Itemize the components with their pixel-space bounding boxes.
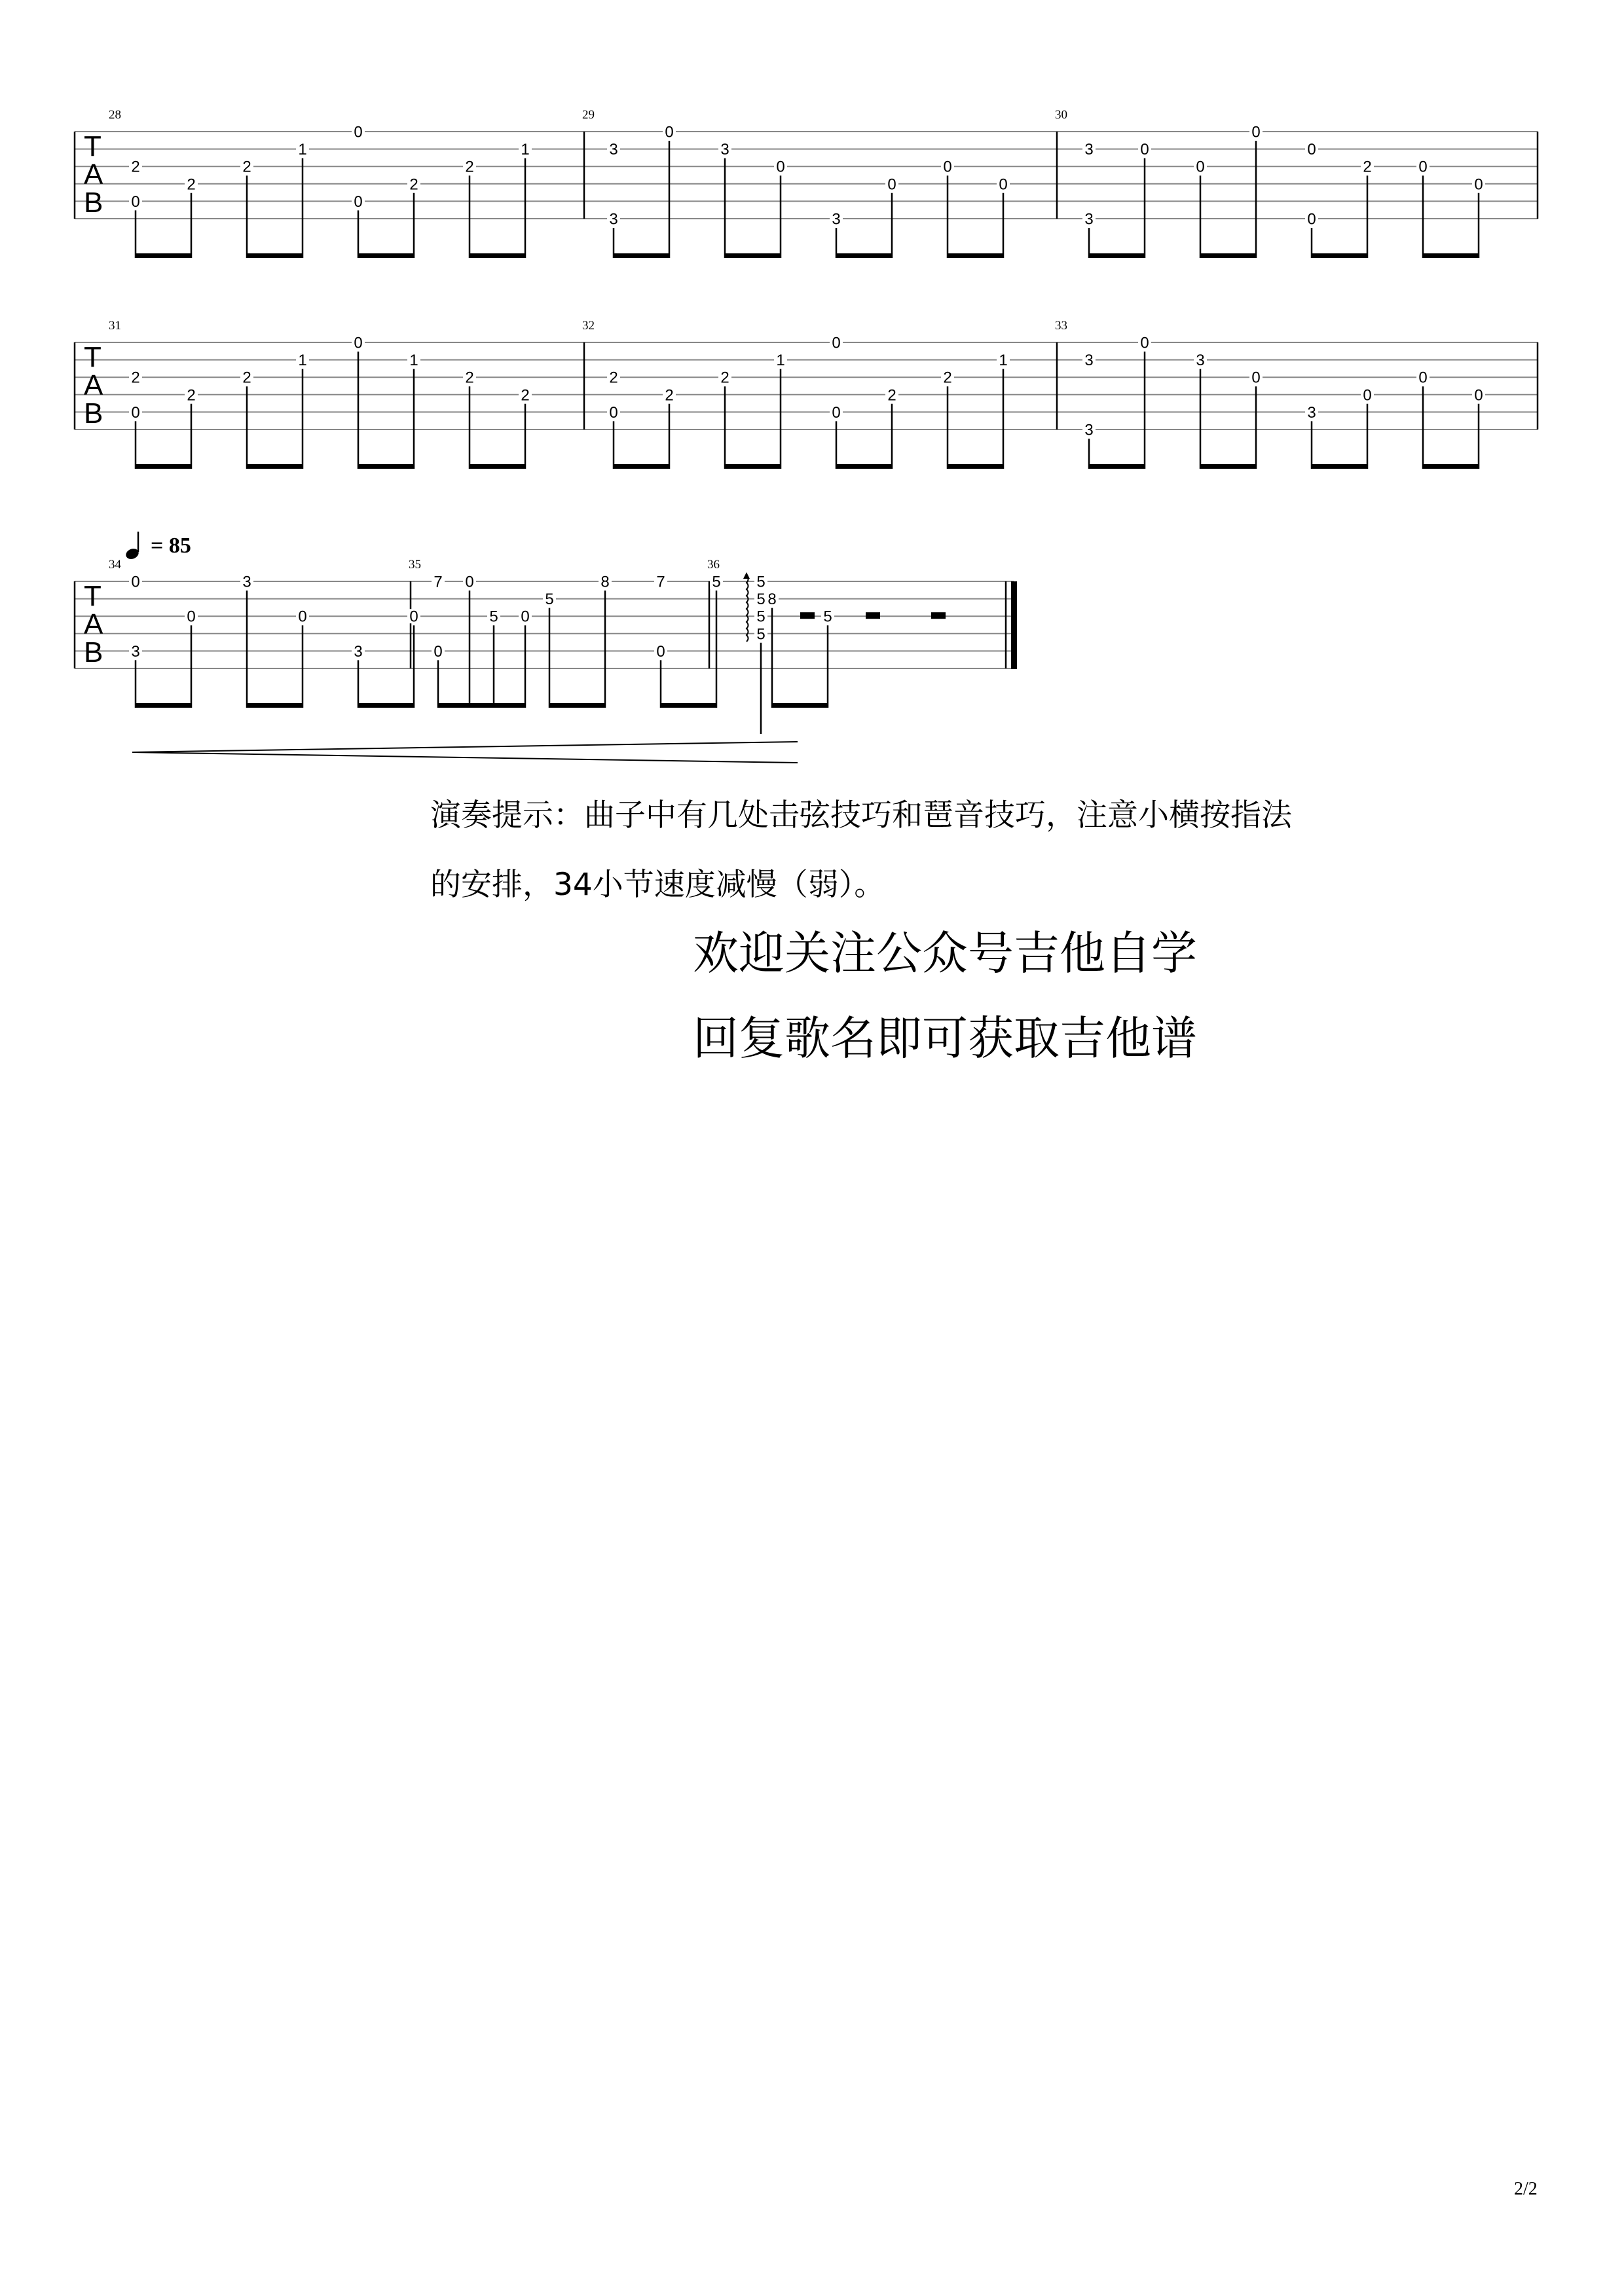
- fret-number: 0: [1196, 158, 1205, 176]
- promo-line-2: 回复歌名即可获取吉他谱: [693, 1011, 1197, 1065]
- fret-number: 2: [242, 369, 251, 387]
- fret-number: 2: [521, 386, 530, 405]
- fret-number: 0: [409, 608, 418, 626]
- beam: [135, 253, 192, 258]
- fret-number: 0: [832, 403, 841, 422]
- fret-number: 8: [767, 591, 777, 609]
- fret-number: 0: [434, 642, 443, 661]
- fret-number: 2: [187, 386, 196, 405]
- measure-number: 30: [1055, 108, 1067, 122]
- score-decorations: [124, 532, 798, 763]
- promo-line-1: 欢迎关注公众号吉他自学: [693, 926, 1197, 980]
- beam: [1311, 253, 1368, 258]
- measure-number: 34: [109, 558, 121, 572]
- fret-number: 0: [1307, 141, 1316, 159]
- tab-clef-letter: A: [84, 158, 103, 191]
- tab-clef-letter: T: [84, 580, 101, 612]
- measure-number: 28: [109, 108, 121, 122]
- fret-number: 3: [1307, 403, 1316, 422]
- measure-number: 36: [707, 558, 720, 572]
- tab-clef-letter: B: [84, 636, 103, 668]
- beam: [358, 253, 415, 258]
- tab-clef-letter: T: [84, 130, 101, 162]
- fret-number: 0: [943, 158, 952, 176]
- page-number: 2/2: [1514, 2179, 1538, 2199]
- rest-icon: [866, 612, 880, 619]
- rest-icon: [931, 612, 946, 619]
- tab-system-1: [75, 108, 1538, 258]
- fret-number: 0: [1474, 175, 1483, 194]
- measure-number: 31: [109, 319, 121, 333]
- fret-number: 3: [832, 210, 841, 228]
- arpeggio-arrow-icon: [743, 572, 750, 579]
- beam: [358, 703, 415, 708]
- fret-number: 0: [665, 123, 674, 141]
- fret-number: 5: [756, 608, 766, 626]
- fret-number: 0: [131, 573, 140, 591]
- beam: [836, 464, 893, 469]
- fret-number: 2: [409, 175, 418, 194]
- measure-32: [582, 319, 1010, 469]
- fret-number: 2: [665, 386, 674, 405]
- fret-number: 5: [823, 608, 832, 626]
- fret-number: 0: [999, 175, 1008, 194]
- fret-number: 0: [1474, 386, 1483, 405]
- measure-33: [1055, 319, 1485, 469]
- fret-number: 5: [756, 591, 766, 609]
- fret-number: 0: [521, 608, 530, 626]
- fret-number: 0: [656, 642, 665, 661]
- fret-number: 3: [1084, 421, 1094, 439]
- fret-number: 1: [521, 141, 530, 159]
- performance-tip-line-2: 的安排，34小节速度减慢（弱）。: [430, 867, 885, 903]
- fret-number: 0: [131, 403, 140, 422]
- fret-number: 0: [1418, 369, 1428, 387]
- fret-number: 0: [832, 334, 841, 352]
- beam: [836, 253, 893, 258]
- measure-30: [1055, 108, 1485, 258]
- measure-29: [582, 108, 1010, 258]
- fret-number: 5: [545, 591, 554, 609]
- fret-number: 0: [1307, 210, 1316, 228]
- fret-number: 1: [298, 141, 307, 159]
- beam: [660, 703, 717, 708]
- measure-31: [109, 319, 532, 469]
- decrescendo-hairpin: [132, 742, 798, 763]
- beam: [1200, 464, 1257, 469]
- beam: [469, 464, 526, 469]
- beam: [947, 464, 1004, 469]
- beam: [246, 464, 303, 469]
- fret-number: 0: [609, 403, 618, 422]
- measure-number: 33: [1055, 319, 1067, 333]
- fret-number: 3: [242, 573, 251, 591]
- beam: [1422, 464, 1479, 469]
- fret-number: 0: [1418, 158, 1428, 176]
- measure-34: [109, 558, 532, 708]
- fret-number: 3: [1084, 352, 1094, 370]
- fret-number: 0: [1140, 334, 1149, 352]
- fret-number: 0: [1251, 369, 1261, 387]
- fret-number: 2: [720, 369, 729, 387]
- fret-number: 0: [465, 573, 474, 591]
- measure-number: 32: [582, 319, 595, 333]
- fret-number: 2: [187, 175, 196, 194]
- fret-number: 0: [776, 158, 785, 176]
- beam: [469, 253, 526, 258]
- beam: [246, 253, 303, 258]
- fret-number: 2: [609, 369, 618, 387]
- beam: [1422, 253, 1479, 258]
- performance-tip-line-1: 演奏提示：曲子中有几处击弦技巧和琶音技巧，注意小横按指法: [430, 797, 1292, 833]
- measure-number: 29: [582, 108, 595, 122]
- fret-number: 5: [756, 625, 766, 644]
- fret-number: 0: [354, 192, 363, 211]
- tab-system-3: [75, 558, 1017, 734]
- tempo-marking: [124, 532, 191, 561]
- beam: [135, 464, 192, 469]
- beam: [1311, 464, 1368, 469]
- fret-number: 3: [131, 642, 140, 661]
- measure-number: 35: [409, 558, 421, 572]
- fret-number: 3: [1084, 210, 1094, 228]
- measure-28: [109, 108, 532, 258]
- tab-system-2: [75, 319, 1538, 469]
- fret-number: 3: [609, 210, 618, 228]
- fret-number: 2: [465, 158, 474, 176]
- beam: [135, 703, 192, 708]
- fret-number: 1: [776, 352, 785, 370]
- fret-number: 0: [354, 334, 363, 352]
- beam: [724, 464, 781, 469]
- fret-number: 5: [712, 573, 721, 591]
- fret-number: 3: [1196, 352, 1205, 370]
- beam: [613, 253, 670, 258]
- fret-number: 0: [131, 192, 140, 211]
- beam: [358, 464, 415, 469]
- fret-number: 2: [131, 158, 140, 176]
- arpeggio-icon: [747, 576, 748, 642]
- fret-number: 3: [354, 642, 363, 661]
- fret-number: 0: [354, 123, 363, 141]
- fret-number: 3: [720, 141, 729, 159]
- rest-icon: [800, 612, 815, 619]
- beam: [947, 253, 1004, 258]
- tab-clef-letter: A: [84, 369, 103, 401]
- fret-number: 0: [887, 175, 896, 194]
- fret-number: 1: [409, 352, 418, 370]
- beam: [1088, 464, 1145, 469]
- tab-staves: [75, 108, 1538, 734]
- fret-number: 2: [887, 386, 896, 405]
- tempo-text: = 85: [151, 534, 191, 558]
- tab-clef-letter: B: [84, 397, 103, 429]
- tab-clef-letter: T: [84, 341, 101, 373]
- fret-number: 0: [298, 608, 307, 626]
- fret-number: 1: [999, 352, 1008, 370]
- tab-clef-letter: A: [84, 608, 103, 640]
- fret-number: 7: [434, 573, 443, 591]
- beam: [613, 464, 670, 469]
- fret-number: 2: [1363, 158, 1372, 176]
- beam: [724, 253, 781, 258]
- beam: [246, 703, 303, 708]
- tab-clef-letter: B: [84, 187, 103, 219]
- beam: [771, 703, 828, 708]
- fret-number: 1: [298, 352, 307, 370]
- fret-number: 5: [489, 608, 498, 626]
- beam: [1200, 253, 1257, 258]
- fret-number: 7: [656, 573, 665, 591]
- fret-number: 0: [1251, 123, 1261, 141]
- final-thick-barline: [1011, 581, 1017, 669]
- fret-number: 8: [600, 573, 610, 591]
- fret-number: 2: [943, 369, 952, 387]
- beam: [437, 703, 494, 708]
- fret-number: 0: [187, 608, 196, 626]
- fret-number: 0: [1363, 386, 1372, 405]
- fret-number: 5: [756, 573, 766, 591]
- fret-number: 3: [1084, 141, 1094, 159]
- fret-number: 0: [1140, 141, 1149, 159]
- fret-number: 2: [131, 369, 140, 387]
- beam: [1088, 253, 1145, 258]
- fret-number: 2: [465, 369, 474, 387]
- fret-number: 3: [609, 141, 618, 159]
- beam: [549, 703, 606, 708]
- fret-number: 2: [242, 158, 251, 176]
